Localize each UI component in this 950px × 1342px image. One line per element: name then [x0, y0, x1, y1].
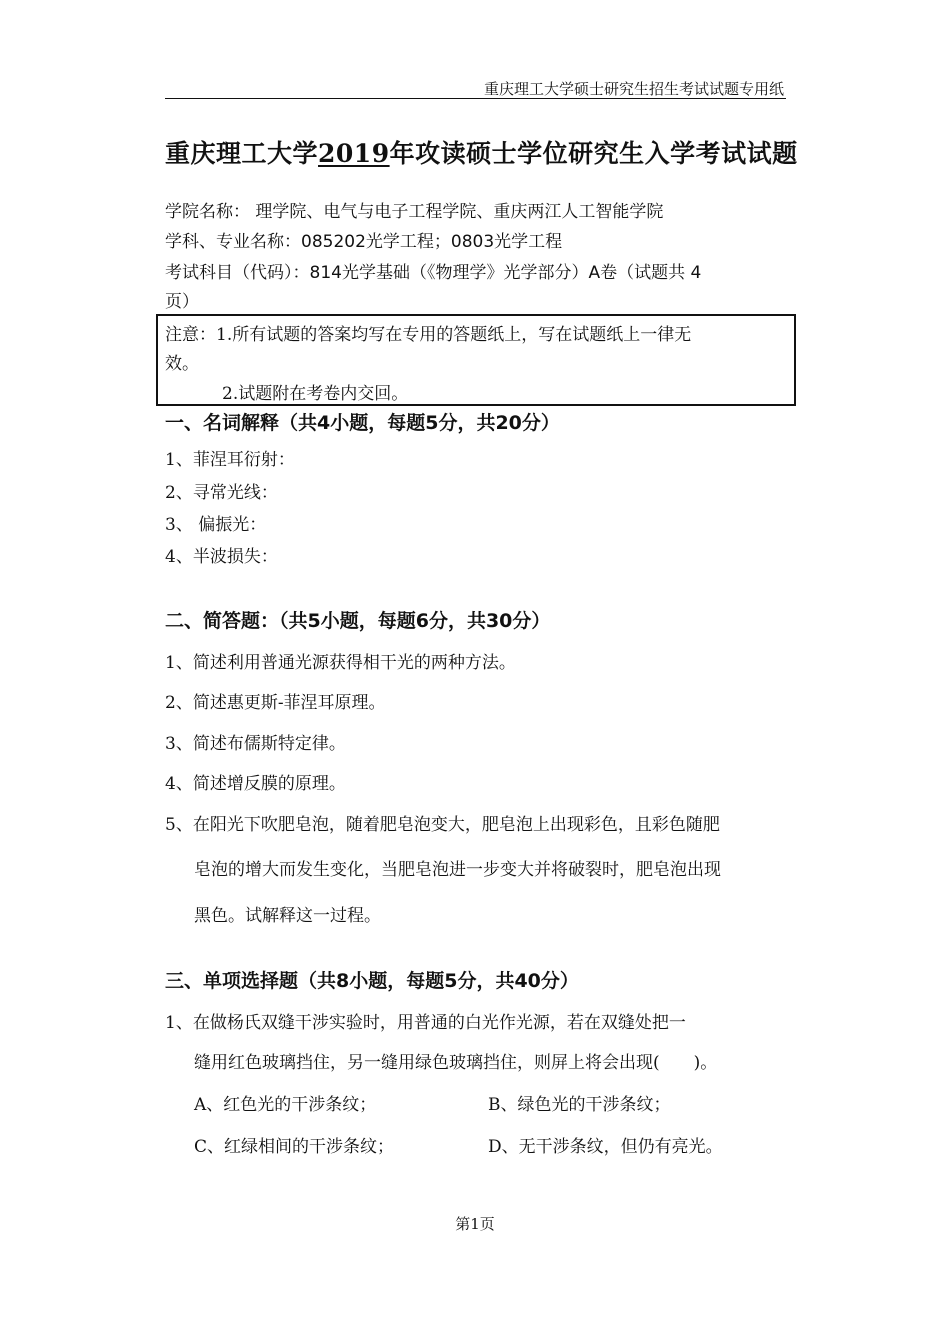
section-1-heading: 一、名词解释（共4小题，每题5分，共20分） — [165, 412, 560, 434]
notice-line-1: 注意：1.所有试题的答案均写在专用的答题纸上，写在试题纸上一律无 — [165, 325, 692, 345]
list-item-continuation: 黑色。试解释这一过程。 — [194, 906, 381, 926]
list-item: 1、简述利用普通光源获得相干光的两种方法。 — [165, 653, 516, 673]
question-1-stem-cont: 缝用红色玻璃挡住，另一缝用绿色玻璃挡住，则屏上将会出现( )。 — [194, 1053, 718, 1073]
notice-line-3: 2.试题附在考卷内交回。 — [222, 384, 409, 404]
option-a: A、红色光的干涉条纹； — [194, 1095, 377, 1115]
option-b: B、绿色光的干涉条纹； — [488, 1095, 671, 1115]
subject-line: 考试科目（代码）：814光学基础（《物理学》光学部分）A卷（试题共 4 — [165, 263, 702, 283]
college-line: 学院名称： 理学院、电气与电子工程学院、重庆两江人工智能学院 — [165, 202, 664, 222]
list-item: 5、在阳光下吹肥皂泡，随着肥皂泡变大，肥皂泡上出现彩色，且彩色随肥 — [165, 815, 720, 835]
section-2-heading: 二、简答题：（共5小题，每题6分，共30分） — [165, 610, 551, 632]
list-item: 2、简述惠更斯-菲涅耳原理。 — [165, 693, 386, 713]
page-number: 第1页 — [455, 1215, 495, 1233]
title-prefix: 重庆理工大学 — [165, 139, 319, 168]
list-item: 4、简述增反膜的原理。 — [165, 774, 346, 794]
option-d: D、无干涉条纹，但仍有亮光。 — [488, 1137, 723, 1157]
notice-line-2: 效。 — [165, 354, 199, 374]
list-item: 1、菲涅耳衍射： — [165, 450, 295, 470]
question-1-stem: 1、在做杨氏双缝干涉实验时，用普通的白光作光源，若在双缝处把一 — [165, 1013, 686, 1033]
major-line: 学科、专业名称：085202光学工程；0803光学工程 — [165, 232, 563, 252]
title-suffix: 年攻读硕士学位研究生入学考试试题 — [389, 139, 798, 168]
header-rule — [165, 98, 786, 99]
list-item: 3、 偏振光： — [165, 515, 267, 535]
list-item: 4、半波损失： — [165, 547, 278, 567]
list-item-continuation: 皂泡的增大而发生变化，当肥皂泡进一步变大并将破裂时，肥皂泡出现 — [194, 860, 721, 880]
title-year: 2019 — [318, 139, 390, 168]
list-item: 3、简述布儒斯特定律。 — [165, 734, 346, 754]
list-item: 2、寻常光线： — [165, 483, 278, 503]
option-c: C、红绿相间的干涉条纹； — [194, 1137, 395, 1157]
exam-title — [165, 134, 798, 170]
section-3-heading: 三、单项选择题（共8小题，每题5分，共40分） — [165, 970, 579, 992]
subject-line-cont: 页） — [165, 292, 199, 312]
running-header: 重庆理工大学硕士研究生招生考试试题专用纸 — [483, 80, 784, 98]
